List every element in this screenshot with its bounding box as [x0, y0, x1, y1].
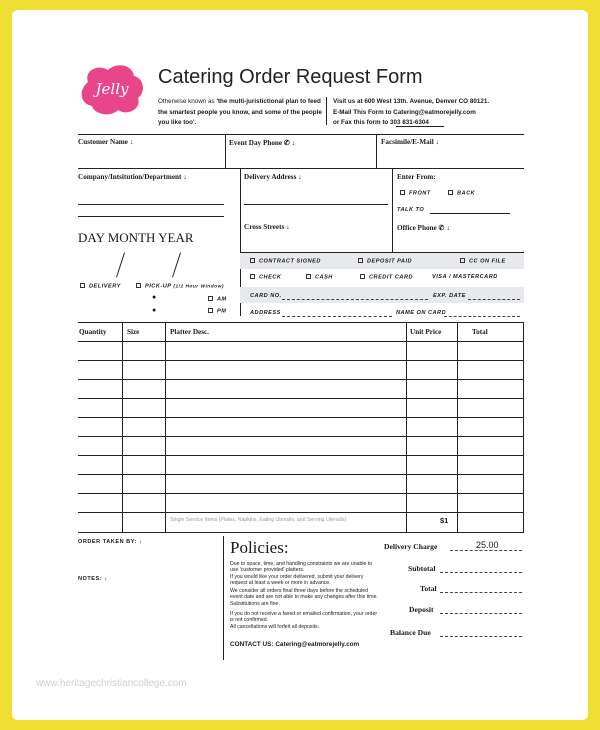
- cc-on-file-option[interactable]: CC ON FILE: [460, 258, 506, 265]
- watermark: www.heritagechristiancollege.com: [36, 678, 187, 689]
- policy-4: If you do not receive a faxed or emailed confirmation, your order is not confirmed.: [230, 611, 378, 624]
- tagline: Otherwise known as 'the multi-juristictional plan to feed the smartest people you know, and some of the people you like too'.: [158, 98, 322, 126]
- notes-label: NOTES: ↓: [78, 576, 108, 582]
- address-block: Visit us at 600 West 13th. Avenue, Denver CO 80121. E-Mail This Form to Catering@eatmorejelly.com or Fax this form to 303 831-6304: [333, 98, 490, 126]
- table-header-total: Total: [472, 328, 488, 336]
- balance-due-line[interactable]: [440, 636, 522, 637]
- check-checkbox[interactable]: [250, 274, 255, 279]
- card-no-label: CARD NO.: [250, 293, 282, 299]
- back-checkbox[interactable]: [448, 190, 453, 195]
- table-row[interactable]: [78, 417, 524, 418]
- card-no-line[interactable]: [282, 299, 428, 300]
- rule-2: [78, 168, 524, 169]
- table-col-divider-2: [165, 322, 166, 532]
- credit-card-checkbox[interactable]: [360, 274, 365, 279]
- front-option[interactable]: FRONT: [400, 190, 431, 197]
- balance-due-label: Balance Due: [390, 628, 431, 637]
- deposit-label: Deposit: [409, 605, 434, 614]
- delivery-checkbox[interactable]: [80, 283, 85, 288]
- table-row[interactable]: [78, 379, 524, 380]
- table-col-divider-3: [406, 322, 407, 532]
- fax-underline: [396, 126, 444, 127]
- cash-option[interactable]: CASH: [306, 274, 333, 281]
- delivery-charge-label: Delivery Charge: [384, 542, 438, 551]
- single-service-price: $1: [440, 516, 449, 525]
- subtotal-line[interactable]: [440, 572, 522, 573]
- bullet-1: ●: [152, 294, 157, 301]
- cross-streets-label: Cross Streets ↓: [244, 223, 290, 231]
- policy-1: Due to space, time, and handling constraints we are unable to use 'customer provided' platters.: [230, 561, 373, 574]
- pickup-checkbox[interactable]: [136, 283, 141, 288]
- table-header-quantity: Quantity: [79, 328, 107, 336]
- table-header-platter-desc: Platter Desc.: [170, 328, 209, 336]
- policy-3: We consider all orders final three days before the scheduled event date and are not able to make any changes after this time. Substitutions are fine.: [230, 588, 378, 607]
- date-label: DAY MONTH YEAR: [78, 230, 194, 245]
- rule-top: [78, 134, 524, 135]
- delivery-address-label: Delivery Address ↓: [244, 173, 302, 181]
- policies-title: Policies:: [230, 538, 289, 557]
- exp-date-label: EXP. DATE: [433, 293, 466, 299]
- table-col-divider-4: [457, 322, 458, 532]
- total-line[interactable]: [440, 592, 522, 593]
- pickup-option[interactable]: PICK-UP (1/2 Hour Window): [136, 283, 224, 290]
- page-title: Catering Order Request Form: [158, 66, 423, 88]
- talk-to-label: TALK TO: [397, 207, 425, 213]
- divider-v4: [392, 168, 393, 252]
- address-line[interactable]: [282, 316, 392, 317]
- contract-signed-checkbox[interactable]: [250, 258, 255, 263]
- cc-on-file-checkbox[interactable]: [460, 258, 465, 263]
- table-row[interactable]: [78, 398, 524, 399]
- subtotal-label: Subtotal: [408, 564, 436, 573]
- name-on-card-line[interactable]: [444, 316, 520, 317]
- am-checkbox[interactable]: [208, 296, 213, 301]
- deposit-paid-option[interactable]: DEPOSIT PAID: [358, 258, 412, 265]
- single-service-items: Single Service Items (Plates, Napkins, Eating Utensils, and Serving Utensils): [170, 517, 347, 523]
- footer-divider: [223, 536, 224, 660]
- table-row[interactable]: [78, 474, 524, 475]
- table-row[interactable]: [78, 512, 524, 513]
- table-col-divider-1: [122, 322, 123, 532]
- policy-5: All cancellations will forfeit all deposits.: [230, 624, 320, 630]
- contract-signed-option[interactable]: CONTRACT SIGNED: [250, 258, 321, 265]
- table-bottom-rule: [78, 532, 524, 533]
- order-taken-by-label: ORDER TAKEN BY: ↓: [78, 539, 143, 545]
- header-divider: [326, 97, 327, 125]
- visa-mastercard-label: VISA / MASTERCARD: [432, 274, 498, 280]
- delivery-charge-line: [450, 550, 522, 551]
- policy-2: If you would like your order delivered, submit your delivery request at least a week or more in advance.: [230, 574, 364, 587]
- name-on-card-label: NAME ON CARD: [396, 310, 447, 316]
- contact-us: CONTACT US: Catering@eatmorejelly.com: [230, 641, 360, 648]
- bullet-2: ●: [152, 307, 157, 314]
- table-col-divider-5: [523, 322, 524, 532]
- customer-name-label: Customer Name ↓: [78, 138, 134, 146]
- divider-v2: [376, 134, 377, 168]
- pm-checkbox[interactable]: [208, 308, 213, 313]
- company-line-2: [78, 216, 224, 217]
- company-label: Company/Intsitution/Department ↓: [78, 173, 187, 181]
- deposit-line[interactable]: [440, 613, 522, 614]
- table-header-unit-price: Unit Price: [410, 328, 442, 336]
- logo-text: Jelly: [95, 80, 129, 98]
- company-line-1: [78, 204, 224, 205]
- table-row[interactable]: [78, 341, 524, 342]
- credit-card-option[interactable]: CREDIT CARD: [360, 274, 413, 281]
- jelly-logo: [78, 62, 146, 116]
- cash-checkbox[interactable]: [306, 274, 311, 279]
- check-option[interactable]: CHECK: [250, 274, 281, 281]
- table-row[interactable]: [78, 493, 524, 494]
- event-day-phone-label: Event Day Phone ✆ ↓: [229, 139, 296, 147]
- front-checkbox[interactable]: [400, 190, 405, 195]
- table-row[interactable]: [78, 436, 524, 437]
- delivery-address-line: [244, 204, 388, 205]
- payment-band-2: [240, 287, 524, 303]
- table-row[interactable]: [78, 455, 524, 456]
- pm-option[interactable]: PM: [208, 308, 226, 315]
- delivery-option[interactable]: DELIVERY: [80, 283, 121, 290]
- divider-v1: [225, 134, 226, 168]
- enter-from-label: Enter From:: [397, 173, 436, 181]
- back-option[interactable]: BACK: [448, 190, 475, 197]
- table-row[interactable]: [78, 360, 524, 361]
- total-label: Total: [420, 584, 437, 593]
- office-phone-label: Office Phone ✆ ↓: [397, 224, 450, 232]
- facsimile-email-label: Facsimile/E-Mail ↓: [381, 138, 440, 146]
- delivery-charge-value: 25.00: [476, 540, 499, 550]
- talk-to-line[interactable]: [430, 213, 510, 214]
- table-header-size: Size: [127, 328, 140, 336]
- exp-date-line[interactable]: [468, 299, 520, 300]
- address-label: ADDRESS: [250, 310, 281, 316]
- am-option[interactable]: AM: [208, 296, 227, 303]
- deposit-paid-checkbox[interactable]: [358, 258, 363, 263]
